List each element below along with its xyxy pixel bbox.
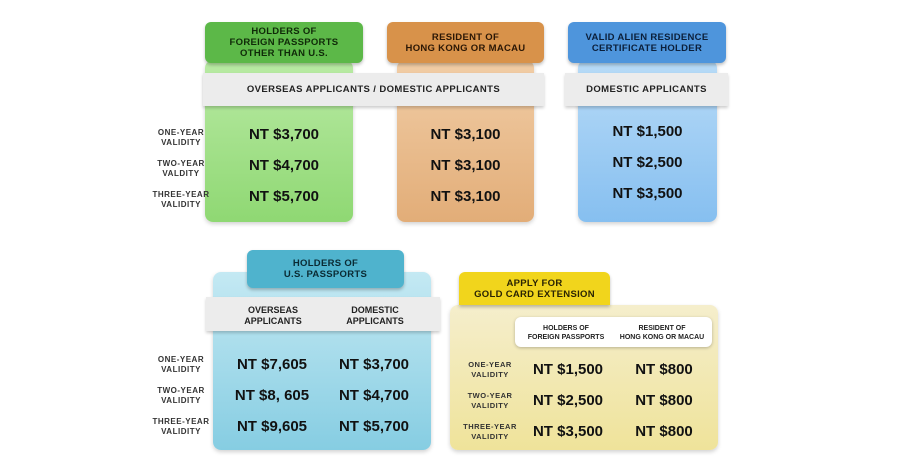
us-col-overseas: OVERSEAS APPLICANTS: [244, 305, 302, 326]
gold-row-label-two: TWO-YEAR VALIDITY: [467, 391, 513, 410]
top-row-label-two: TWO-YEAR VALDITY: [157, 159, 205, 178]
gold-col-foreign: HOLDERS OF FOREIGN PASSPORTS: [527, 325, 605, 341]
gold-foreign-price-one: NT $1,500: [532, 361, 604, 378]
us-overseas-price-three: NT $9,605: [236, 418, 308, 435]
gold-hk-price-three: NT $800: [635, 423, 693, 440]
us-overseas-price-two: NT $8, 605: [234, 387, 310, 404]
us-row-label-one: ONE-YEAR VALIDITY: [157, 355, 205, 374]
header-alien-residence: VALID ALIEN RESIDENCE CERTIFICATE HOLDER: [568, 22, 726, 63]
us-domestic-price-one: NT $3,700: [338, 356, 410, 373]
hkmacau-price-three: NT $3,100: [430, 188, 501, 205]
us-domestic-price-three: NT $5,700: [338, 418, 410, 435]
top-row-label-three: THREE-YEAR VALIDITY: [152, 190, 210, 209]
band-overseas-domestic: OVERSEAS APPLICANTS / DOMESTIC APPLICANTS: [203, 73, 544, 106]
us-row-label-two: TWO-YEAR VALIDITY: [157, 386, 205, 405]
alien-price-three: NT $3,500: [612, 185, 683, 202]
header-hongkong-macau: RESIDENT OF HONG KONG OR MACAU: [387, 22, 544, 63]
gold-hk-price-two: NT $800: [635, 392, 693, 409]
gold-row-label-three: THREE-YEAR VALIDITY: [463, 422, 517, 441]
alien-price-one: NT $1,500: [612, 123, 683, 140]
us-row-label-three: THREE-YEAR VALIDITY: [152, 417, 210, 436]
foreign-price-two: NT $4,700: [248, 157, 320, 174]
foreign-price-one: NT $3,700: [248, 126, 320, 143]
top-row-label-one: ONE-YEAR VALIDITY: [157, 128, 205, 147]
us-col-domestic: DOMESTIC APPLICANTS: [346, 305, 404, 326]
gold-col-hongkong: RESIDENT OF HONG KONG OR MACAU: [619, 325, 705, 341]
band-domestic: DOMESTIC APPLICANTS: [565, 73, 728, 106]
gold-hk-price-one: NT $800: [635, 361, 693, 378]
gold-row-label-one: ONE-YEAR VALIDITY: [468, 360, 512, 379]
gold-foreign-price-three: NT $3,500: [532, 423, 604, 440]
header-gold-card-extension: APPLY FOR GOLD CARD EXTENSION: [459, 272, 610, 305]
alien-price-two: NT $2,500: [612, 154, 683, 171]
us-overseas-price-one: NT $7,605: [236, 356, 308, 373]
hkmacau-price-two: NT $3,100: [430, 157, 501, 174]
hkmacau-price-one: NT $3,100: [430, 126, 501, 143]
header-foreign-passports: HOLDERS OF FOREIGN PASSPORTS OTHER THAN U.S.: [205, 22, 363, 63]
gold-foreign-price-two: NT $2,500: [532, 392, 604, 409]
foreign-price-three: NT $5,700: [248, 188, 320, 205]
us-domestic-price-two: NT $4,700: [338, 387, 410, 404]
header-us-passports: HOLDERS OF U.S. PASSPORTS: [247, 250, 404, 288]
